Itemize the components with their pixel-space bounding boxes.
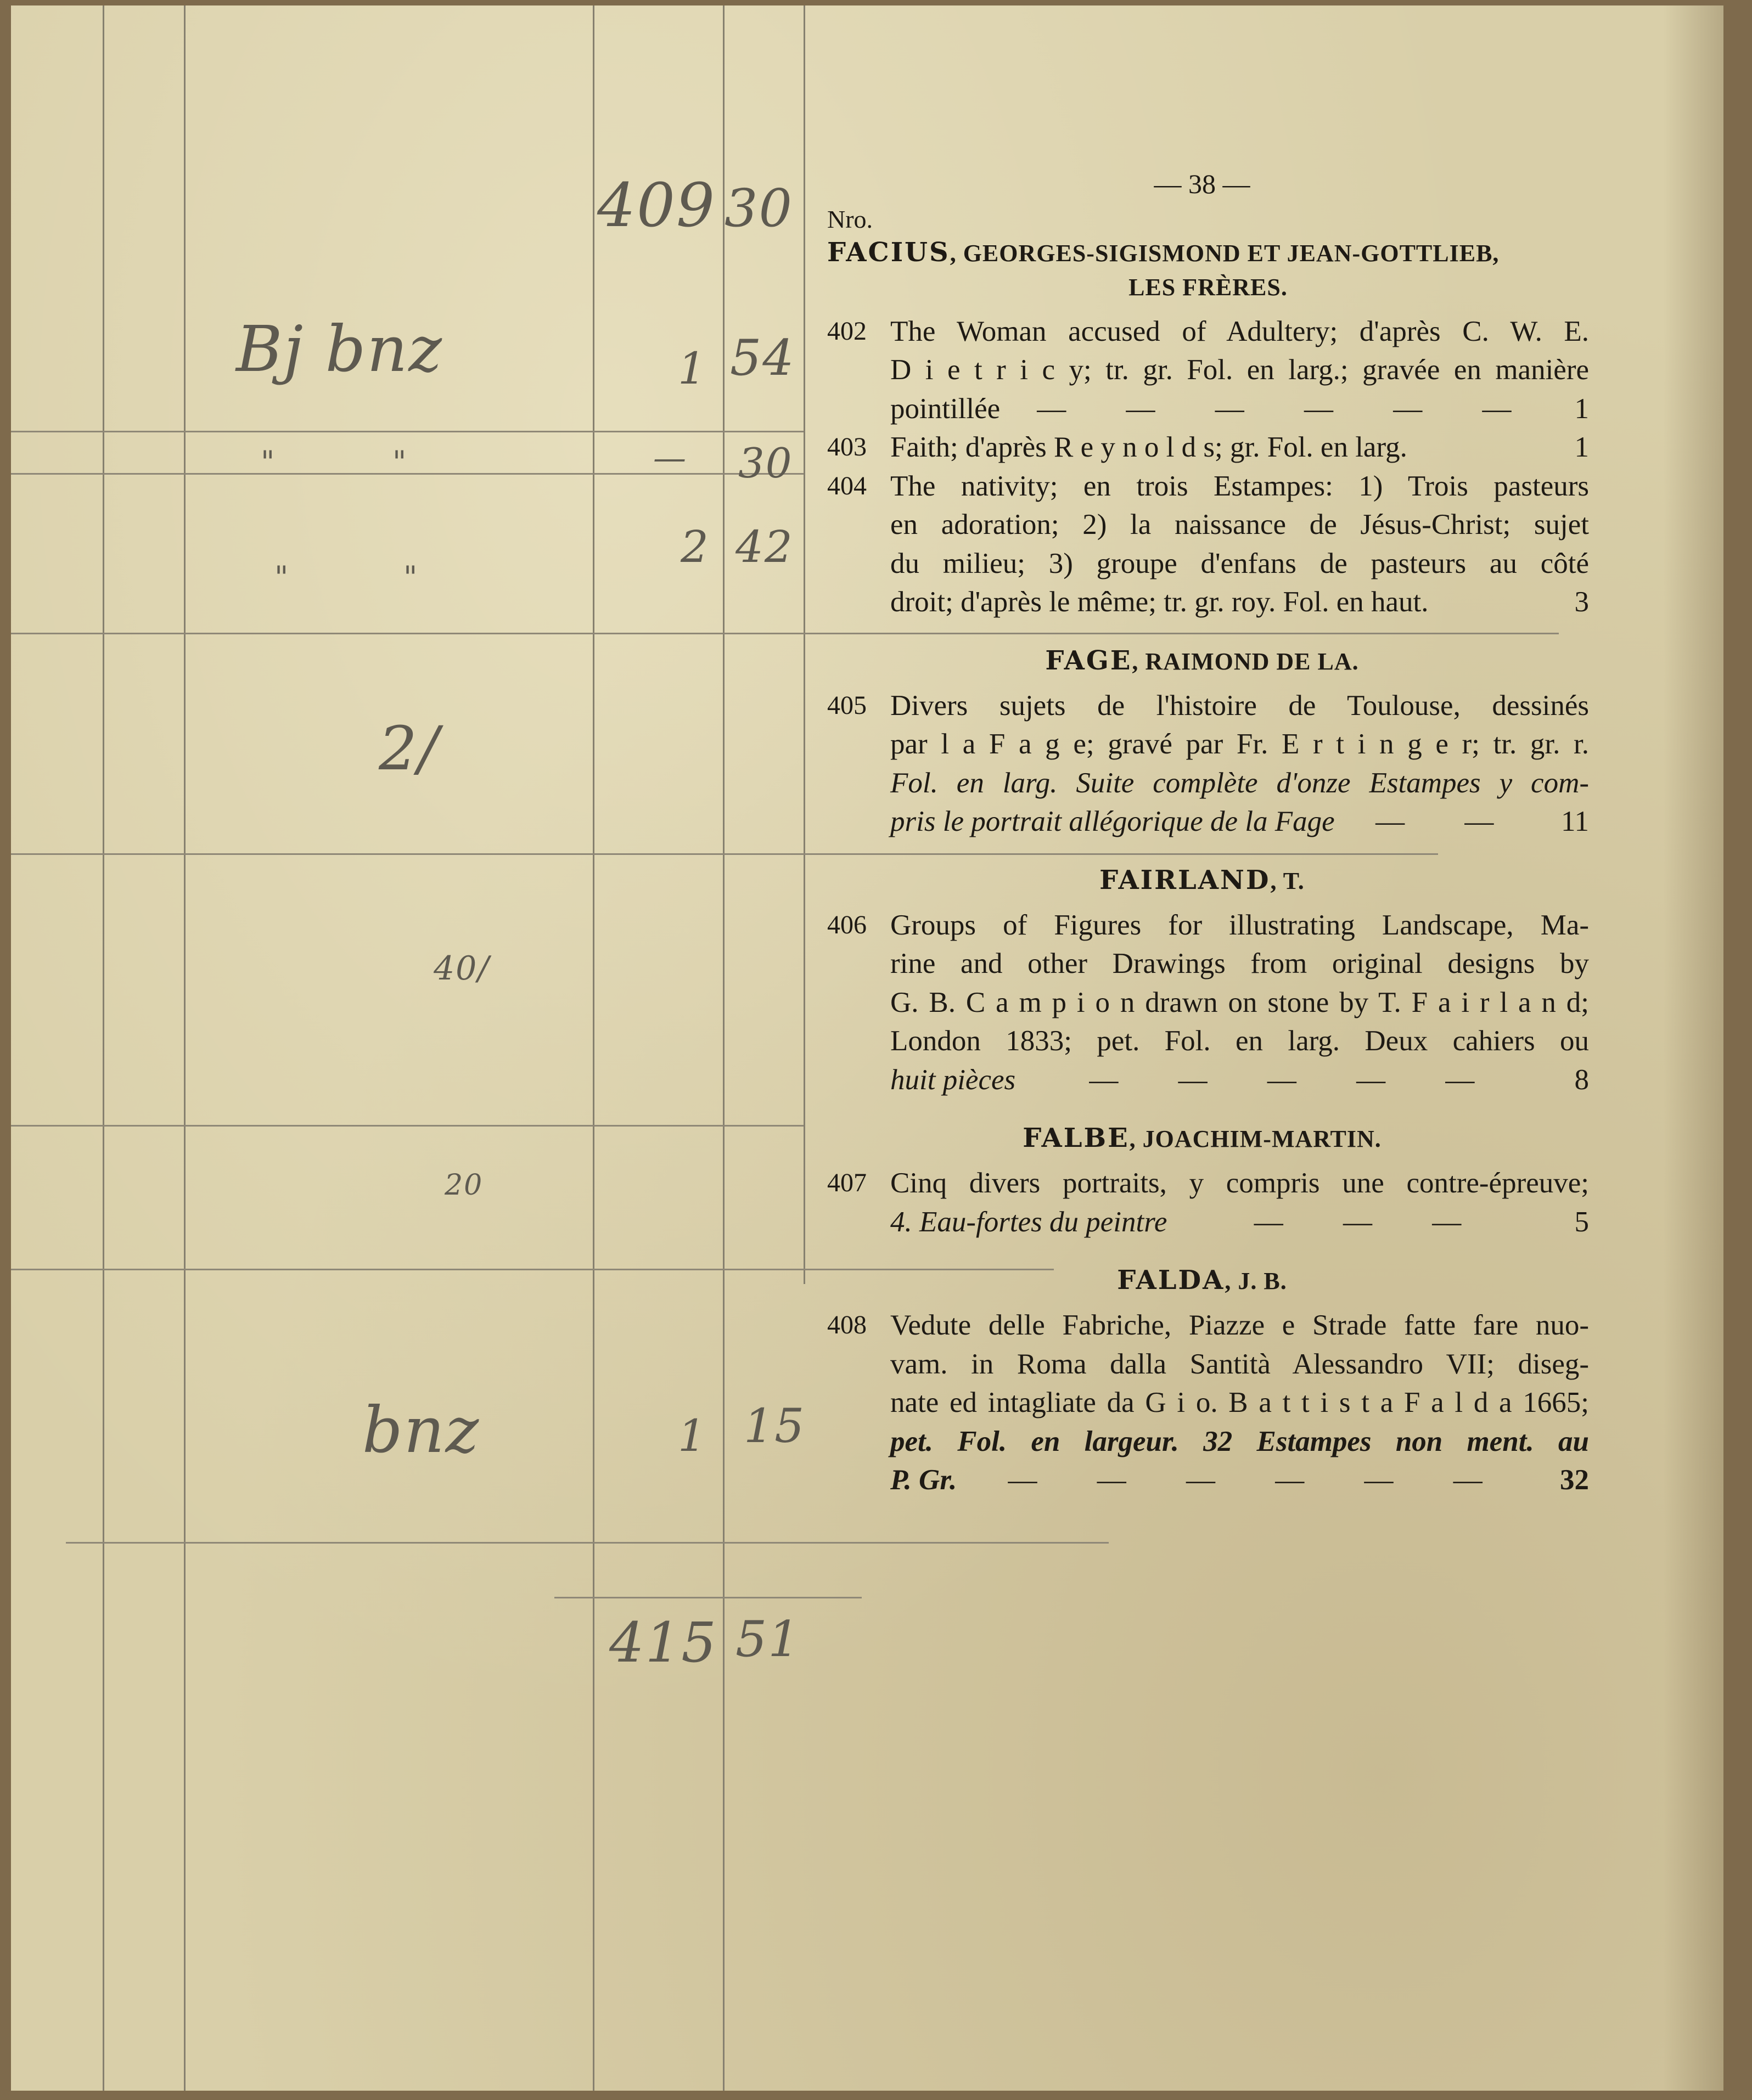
- entry-line: en adoration; 2) la naissance de Jésus-Christ; sujet: [890, 509, 1589, 541]
- entry-number: 403: [827, 432, 867, 461]
- entry-line: Divers sujets de l'histoire de Toulouse, dessinés: [890, 689, 1589, 722]
- row408-fraction: 15: [744, 1399, 806, 1454]
- total-whole: 415: [609, 1611, 717, 1675]
- entry-line: Cinq divers portraits, y compris une contre-épreuve;: [890, 1167, 1589, 1199]
- row404-ditto-1: ": [274, 560, 290, 595]
- number-column-label: Nro.: [827, 205, 873, 233]
- entry-line: The nativity; en trois Estampes: 1) Trois pasteurs: [890, 470, 1589, 502]
- catalogue-page: [11, 5, 1723, 2091]
- artist-forenames: , GEORGES-SIGISMOND ET JEAN-GOTTLIEB,: [950, 239, 1500, 267]
- entry-line: D i e t r i c y; tr. gr. Fol. en larg.; gravée en manière: [890, 354, 1589, 386]
- entry-line: pris le portrait allégorique de la Fage: [890, 806, 1335, 837]
- print-count: 5: [1574, 1206, 1589, 1238]
- page-number: — 38 —: [1154, 168, 1250, 199]
- ruling-vertical: [184, 5, 186, 2091]
- artist-heading: [827, 235, 1589, 305]
- print-count: 32: [1560, 1464, 1589, 1496]
- entry-line: London 1833; pet. Fol. en larg. Deux cahiers ou: [890, 1025, 1589, 1057]
- ruling-horizontal: [11, 1125, 804, 1127]
- row402-fraction: 54: [730, 329, 795, 387]
- entry-number: 402: [827, 316, 867, 346]
- artist-forenames: , RAIMOND DE LA.: [1132, 648, 1359, 675]
- catalogue-entry: [815, 1306, 1589, 1500]
- leader-dashes: — — — — — —: [1008, 1464, 1509, 1496]
- artist-heading: [815, 1121, 1589, 1156]
- row404-fraction: 42: [735, 521, 794, 572]
- artist-heading: [815, 1263, 1589, 1298]
- catalogue-entry: [815, 312, 1589, 429]
- row403-ditto-2: ": [392, 444, 408, 480]
- entry-number: 408: [827, 1310, 867, 1339]
- entry-last-line: [890, 1203, 1589, 1242]
- entry-line: pointillée: [890, 392, 1001, 425]
- entry-number: 404: [827, 471, 867, 500]
- entry-line: P. Gr.: [890, 1464, 957, 1496]
- artist-forenames: , T.: [1270, 867, 1305, 894]
- print-count: 8: [1574, 1063, 1589, 1096]
- ruling-horizontal: [11, 431, 804, 432]
- ruling-horizontal: [554, 1597, 862, 1598]
- row403-whole: —: [653, 439, 687, 477]
- entry-last-line: [890, 1061, 1589, 1100]
- row408-note: bnz: [362, 1394, 480, 1467]
- entry-line: rine and other Drawings from original designs by: [890, 948, 1589, 979]
- print-count: 1: [1574, 431, 1589, 463]
- leader-dashes: — — —: [1254, 1206, 1488, 1238]
- row403-fraction: 30: [738, 439, 793, 487]
- entry-number: 405: [827, 690, 867, 720]
- ruling-vertical: [103, 5, 104, 2091]
- carry-forward-fraction: 30: [725, 178, 793, 239]
- row404-whole: 2: [681, 521, 710, 572]
- entry-line: par l a F a g e; gravé par Fr. E r t i n g e r; tr. gr. r.: [890, 728, 1589, 760]
- artist-forenames: , JOACHIM-MARTIN.: [1129, 1125, 1382, 1152]
- entry-line: vam. in Roma dalla Santità Alessandro VII; diseg-: [890, 1348, 1589, 1380]
- total-fraction: 51: [735, 1611, 801, 1668]
- ruling-vertical: [593, 5, 594, 2091]
- row405-note: 2/: [379, 713, 440, 784]
- artist-surname: FALDA: [1117, 1265, 1225, 1296]
- entry-line: 4. Eau-fortes du peintre: [890, 1206, 1167, 1238]
- ruling-vertical: [723, 5, 725, 2091]
- row406-note: 40/: [434, 949, 490, 988]
- entry-number: 406: [827, 910, 867, 939]
- entry-last-line: [890, 802, 1589, 841]
- artist-surname: FACIUS: [827, 237, 950, 268]
- ruling-vertical: [804, 5, 805, 653]
- entry-line: huit pièces: [890, 1063, 1016, 1096]
- artist-forenames-continued: LES FRÈRES.: [1128, 273, 1288, 301]
- row407-note: 20: [445, 1169, 484, 1202]
- leader-dashes: — — — — — —: [1037, 392, 1538, 425]
- entry-line: Faith; d'après R e y n o l d s; gr. Fol. en larg.: [890, 431, 1407, 463]
- catalogue-text: [815, 165, 1589, 1500]
- entry-last-line: [890, 1461, 1589, 1500]
- ruling-horizontal: [66, 1542, 1109, 1544]
- entry-number: 407: [827, 1168, 867, 1197]
- entry-line: G. B. C a m p i o n drawn on stone by T. F a i r l a n d;: [890, 986, 1589, 1018]
- print-count: 1: [1574, 392, 1589, 425]
- entry-line: droit; d'après le même; tr. gr. roy. Fol. en haut.: [890, 586, 1429, 618]
- print-count: 3: [1574, 586, 1589, 618]
- artist-surname: FAIRLAND: [1099, 864, 1271, 896]
- page-edge-shadow: [1663, 5, 1723, 2091]
- row408-whole: 1: [678, 1410, 707, 1461]
- entry-last-line: [890, 583, 1589, 622]
- entry-last-line: [890, 428, 1589, 467]
- print-count: 11: [1560, 806, 1589, 837]
- artist-forenames: , J. B.: [1225, 1268, 1287, 1294]
- entry-line: The Woman accused of Adultery; d'après C. W. E.: [890, 315, 1589, 347]
- artist-heading: [815, 863, 1589, 898]
- entry-line: Groups of Figures for illustrating Landscape, Ma-: [890, 909, 1589, 941]
- catalogue-entry: [815, 467, 1589, 622]
- leader-dashes: — —: [1375, 806, 1520, 837]
- carry-forward-whole: 409: [597, 170, 716, 240]
- entry-line: du milieu; 3) groupe d'enfans de pasteurs au côté: [890, 547, 1589, 579]
- artist-surname: FALBE: [1023, 1123, 1130, 1153]
- catalogue-entry: [815, 686, 1589, 841]
- entry-line: Vedute delle Fabriche, Piazze e Strade fatte fare nuo-: [890, 1309, 1589, 1341]
- artist-heading: [815, 644, 1589, 679]
- leader-dashes: — — — — —: [1089, 1063, 1501, 1096]
- catalogue-entry: [815, 428, 1589, 467]
- row402-note: Bj bnz: [236, 313, 443, 386]
- entry-line: Fol. en larg. Suite complète d'onze Estampes y com-: [890, 767, 1589, 799]
- entry-line: pet. Fol. en largeur. 32 Estampes non ment. au: [890, 1425, 1589, 1457]
- row404-ditto-2: ": [403, 560, 419, 595]
- entry-line: nate ed intagliate da G i o. B a t t i s t a F a l d a 1665;: [890, 1387, 1589, 1418]
- entry-last-line: [890, 390, 1589, 429]
- row403-ditto-1: ": [261, 444, 276, 480]
- row402-whole: 1: [678, 343, 707, 394]
- catalogue-entry: [815, 906, 1589, 1100]
- artist-surname: FAGE: [1045, 645, 1132, 676]
- catalogue-entry: [815, 1164, 1589, 1241]
- ruling-vertical: [804, 653, 805, 1284]
